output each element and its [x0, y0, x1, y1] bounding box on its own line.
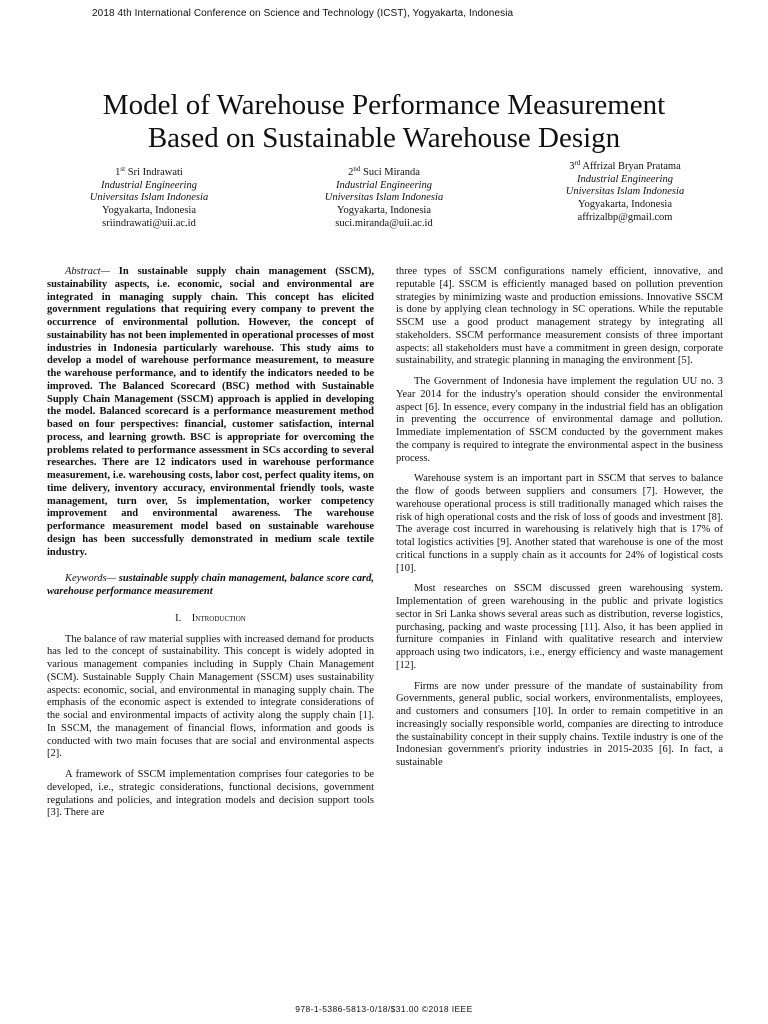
author-univ: Universitas Islam Indonesia — [89, 192, 209, 204]
author-city: Yogyakarta, Indonesia — [102, 205, 196, 217]
abstract — [47, 266, 374, 559]
copyright-footer: 978-1-5386-5813-0/18/$31.00 ©2018 IEEE — [295, 1004, 473, 1014]
author-email: affrizalbp@gmail.com — [577, 211, 673, 223]
keywords-label: Keywords— — [65, 573, 116, 585]
author-name: 3rd Affrizal Bryan Pratama — [569, 159, 681, 172]
section-title: Introduction — [191, 612, 246, 624]
keywords-text: sustainable supply chain management, balance score card, warehouse performance measurement — [47, 573, 374, 597]
paper-title — [40, 89, 728, 155]
body-paragraph: The balance of raw material supplies with increased demand for products has led to the concept of sustainability. This concept is widely adopted in various management companies including in Supply Chain Management (SCM). Sustainable Supply Chain Management (SSCM) uses sustainability aspects: economic, social, and environmental in managing supply chain. The emphasis of the economic aspect is extended to integrate considerations of the social and environmental impacts of activity along the supply chain [1]. In SSCM, the management of financial flows, information and goods is conducted with two main focuses that are social and environmental aspects [2]. — [47, 633, 374, 760]
author-name: 2nd Suci Miranda — [348, 165, 420, 178]
title-line-1: Model of Warehouse Performance Measurement — [102, 89, 666, 122]
author-univ: Universitas Islam Indonesia — [565, 186, 685, 198]
body-paragraph: The Government of Indonesia have implement the regulation UU no. 3 Year 2014 for the industry's operation should consider the environmental aspect [6]. In essence, every company in the industrial field has an obligation in preventing the occurrence of environmental damage and pollution. Immediate implementation of SSCM conducted by the government makes the company is required to integrate the environmental aspect in the business process. — [396, 376, 723, 464]
author-city: Yogyakarta, Indonesia — [337, 205, 431, 217]
author-email: suci.miranda@uii.ac.id — [335, 217, 433, 229]
author-block-3 — [525, 161, 725, 225]
author-dept: Industrial Engineering — [101, 179, 197, 191]
right-column — [396, 266, 723, 778]
left-column — [47, 266, 374, 828]
conference-header: 2018 4th International Conference on Science and Technology (ICST), Yogyakarta, Indonesia — [92, 8, 514, 19]
abstract-text: In sustainable supply chain management (SSCM), sustainability aspects, i.e. economic, social and environmental are integrated in managing supply chain. This concept has elicited government regulations that requiring every company to prevent the occurrence of environmental pollution. However, the concept of sustainability has not been implemented in operational processes of most industries in Indonesia particularly warehouse. This study aims to develop a model of warehouse performance measurement, to measure the warehouse performance, and to identify the indicators needed to be improved. The Balanced Scorecard (BSC) method with Sustainable Supply Chain Management (SSCM) approach is applied in developing the model. Balanced scorecard is a performance measurement method based on four perspectives: financial, customer satisfaction, internal process, and learning growth. BSC is appropriate for overcoming the problems related to performance assessment in SCs according to several researches. There are 12 indicators used in warehouse performance measurement, i.e. warehousing costs, labor cost, perfect quality items, on time delivery, inventory accuracy, environmental friendly tools, waste management, turn over, 5s implementation, worker competency improvement and environmental awareness. The warehouse performance measurement model based on sustainable warehouse design has been successfully demonstrated in medium scale textile industry. — [47, 266, 374, 558]
author-block-1 — [49, 167, 249, 231]
author-dept: Industrial Engineering — [336, 179, 432, 191]
author-email: sriindrawati@uii.ac.id — [102, 217, 196, 229]
body-paragraph: Warehouse system is an important part in SSCM that serves to balance the flow of goods between suppliers and consumers [7]. However, the warehouse operational process is still traditionally managed which raises the risk of high operational costs and the risk of loss of goods and investment [8]. The average cost incurred in warehousing is relatively high that is 17% of total logistics activities [9]. Another stated that warehouse is one of the most critical functions in a supply chain as it accounts for 24% of logistical costs [10]. — [396, 473, 723, 574]
body-paragraph: Firms are now under pressure of the mandate of sustainability from Governments, general public, social workers, environmentalists, employees, and customers and consumers [10]. In order to remain competitive in an increasingly socially responsible world, companies are directing to introduce the sustainability concept in their supply chains. Textile industry is one of the Indonesian government's priority industries in 2015-2035 [6]. In fact, a sustainable — [396, 680, 723, 768]
body-paragraph: A framework of SSCM implementation comprises four categories to be developed, i.e., strategic considerations, functional decisions, government regulations and policies, and integration models and decision support tools [3]. There are — [47, 769, 374, 819]
author-city: Yogyakarta, Indonesia — [578, 199, 672, 211]
section-heading-introduction — [47, 613, 374, 626]
author-block-2 — [284, 167, 484, 231]
body-paragraph: three types of SSCM configurations namely efficient, innovative, and reputable [4]. SSCM is efficiently managed based on pollution prevention strategies by minimizing waste and production emissions. Innovative SSCM is done by applying clean technology in SC operations. While the reputable SSCM use a good product management strategy by integrating all stakeholders. SSCM performance measurement consists of three important aspects: all stakeholders must have a commitment in green design, corporate sustainability, and strategic planning in managing the environment [5]. — [396, 266, 723, 367]
author-univ: Universitas Islam Indonesia — [324, 192, 444, 204]
author-dept: Industrial Engineering — [577, 173, 673, 185]
section-number: I. — [175, 612, 182, 624]
body-paragraph: Most researches on SSCM discussed green warehousing system. Implementation of green warehousing in the public and private logistics sector in Sri Lanka shows several areas such as distribution, reverse logistics, purchasing, packing and waste processing [11]. Also, it has been applied in furniture companies in Finland with qualitative research and interview approach using two indicators, i.e., energy efficiency and waste management [12]. — [396, 583, 723, 671]
abstract-label: Abstract— — [65, 266, 110, 277]
title-line-2: Based on Sustainable Warehouse Design — [147, 122, 621, 155]
keywords — [47, 573, 374, 599]
author-name: 1st Sri Indrawati — [115, 165, 183, 178]
